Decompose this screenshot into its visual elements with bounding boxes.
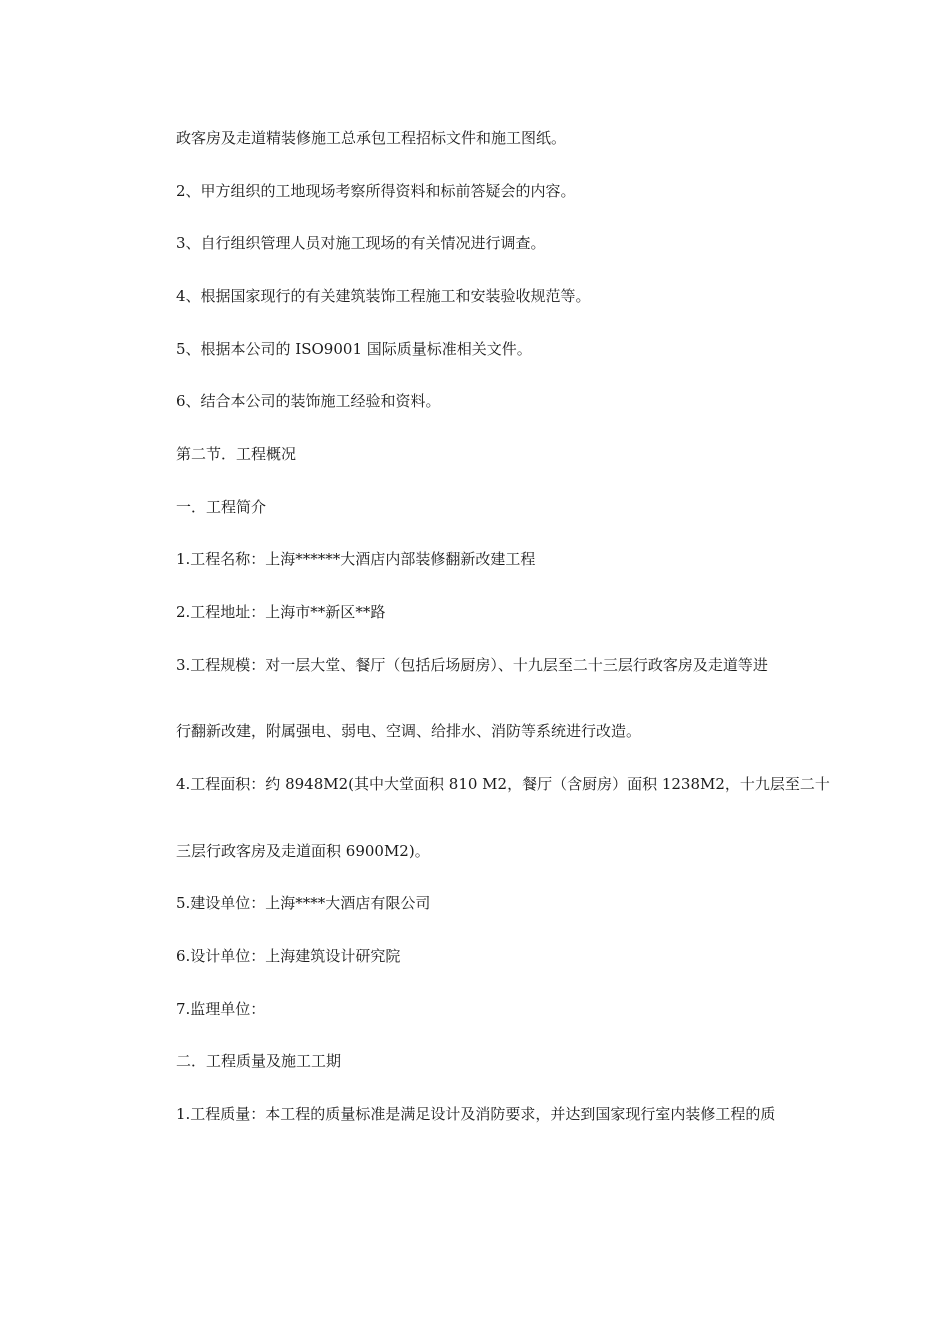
project-address-line: 2.工程地址：上海市**新区**路 [176, 603, 386, 621]
text-line-6: 6、结合本公司的装饰施工经验和资料。 [176, 392, 441, 410]
project-scale-line-1: 3.工程规模：对一层大堂、餐厅（包括后场厨房）、十九层至二十三层行政客房及走道等进 [176, 656, 768, 674]
project-area-line-2: 三层行政客房及走道面积 6900M2)。 [176, 842, 430, 860]
owner-unit-line: 5.建设单位：上海****大酒店有限公司 [176, 894, 431, 912]
section-heading-overview: 第二节．工程概况 [176, 445, 297, 463]
project-area-line-1: 4.工程面积：约 8948M2(其中大堂面积 810 M2，餐厅（含厨房）面积 1238M2，十九层至二十 [176, 775, 830, 793]
project-scale-line-2: 行翻新改建，附属强电、弱电、空调、给排水、消防等系统进行改造。 [176, 722, 642, 740]
supervision-unit-line: 7.监理单位： [176, 1000, 266, 1018]
text-line-4: 4、根据国家现行的有关建筑装饰工程施工和安装验收规范等。 [176, 287, 591, 305]
text-line-2: 2、甲方组织的工地现场考察所得资料和标前答疑会的内容。 [176, 182, 576, 200]
subsection-heading-quality: 二．工程质量及施工工期 [176, 1052, 342, 1070]
quality-line: 1.工程质量：本工程的质量标准是满足设计及消防要求，并达到国家现行室内装修工程的质 [176, 1105, 776, 1123]
text-line-1: 政客房及走道精装修施工总承包工程招标文件和施工图纸。 [176, 129, 567, 147]
text-line-3: 3、自行组织管理人员对施工现场的有关情况进行调查。 [176, 234, 546, 252]
subsection-heading-intro: 一．工程简介 [176, 498, 267, 516]
project-name-line: 1.工程名称：上海******大酒店内部装修翻新改建工程 [176, 550, 536, 568]
design-unit-line: 6.设计单位：上海建筑设计研究院 [176, 947, 401, 965]
text-line-5: 5、根据本公司的 ISO9001 国际质量标准相关文件。 [176, 340, 532, 358]
